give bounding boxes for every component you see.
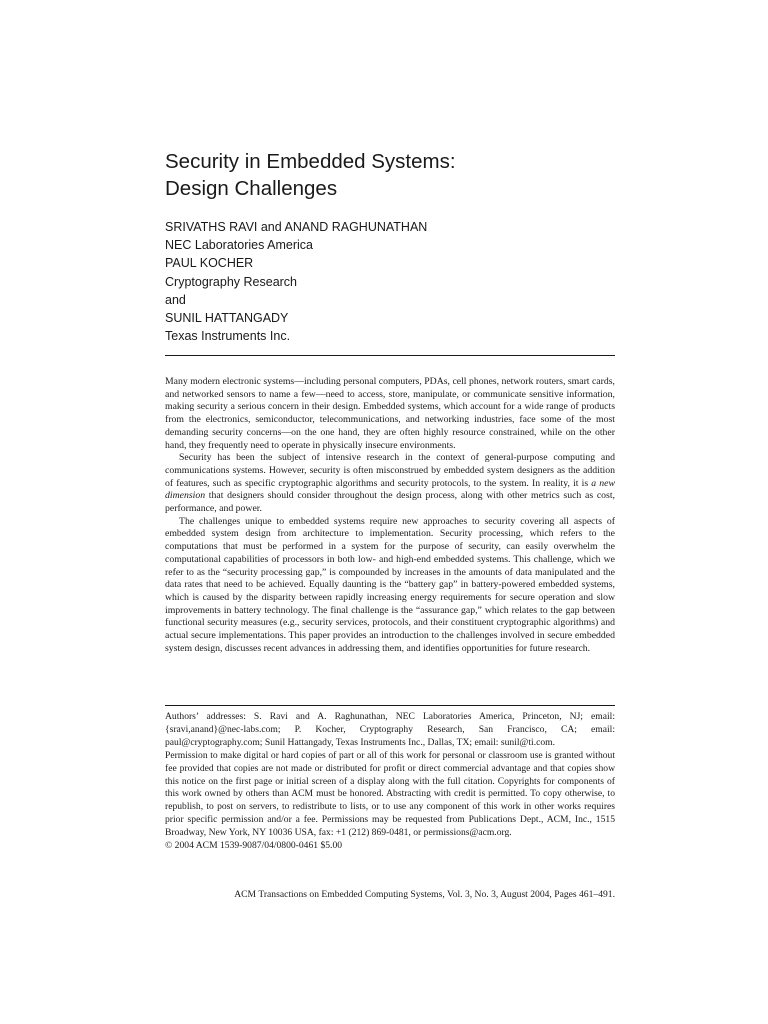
permission-notice: Permission to make digital or hard copies of part or all of this work for personal or classroom use is granted without fee provided that copies are not made or distributed for profit or direct commercial advantage and that copies show this notice on the first page or initial screen of a display along with the full citation. Copyrights for components of this work owned by others than ACM must be honored. Abstracting with credit is permitted. To copy otherwise, to republish, to post on servers, to redistribute to lists, or to use any component of this work in other works requires prior specific permission and/or a fee. Permissions may be requested from Publications Dept., ACM, Inc., 1515 Broadway, New York, NY 10036 USA, fax: +1 (212) 869-0481, or permissions@acm.org. [165, 749, 615, 839]
abstract-paragraph-3: The challenges unique to embedded systems require new approaches to security covering all aspects of embedded system design from architecture to implementation. Security processing, which refers to the computations that must be performed in a system for the purpose of security, can easily overwhelm the computational capabilities of processors in both low- and high-end embedded systems. This challenge, which we refer to as the “security processing gap,” is compounded by increases in the amounts of data manipulated and the data rates that need to be achieved. Equally daunting is the “battery gap” in battery-powered embedded systems, which is caused by the disparity between rapidly increasing energy requirements for secure operation and slow improvements in battery technology. The final challenge is the “assurance gap,” which relates to the gap between functional security measures (e.g., security services, protocols, and their constituent cryptographic algorithms) and actual secure implementations. This paper provides an introduction to the challenges involved in secure embedded system design, discusses recent advances in addressing them, and identifies opportunities for future research. [165, 515, 615, 654]
abstract-emphasis: a new dimension [165, 477, 615, 502]
footnote-divider [165, 705, 615, 706]
author-conjunction: and [165, 292, 186, 307]
author-names-1: SRIVATHS RAVI and ANAND RAGHUNATHAN [165, 220, 428, 234]
paper-title-line-2: Design Challenges [165, 177, 338, 200]
header-divider [165, 355, 615, 356]
abstract-paragraph-1: Many modern electronic systems—including personal computers, PDAs, cell phones, network routers, smart cards, and networked sensors to name a few—need to access, store, manipulate, or communicate sensitive information, making security a serious concern in their design. Embedded systems, which account for a wide range of products from the electronics, semiconductor, telecommunications, and networking industries, face some of the most demanding security concerns—on the one hand, they are often highly resource constrained, while on the other hand, they frequently need to operate in physically insecure environments. [165, 376, 615, 451]
abstract-paragraph-2-text-a: Security has been the subject of intensive research in the context of general-purpose computing and communications systems. However, security is often misconstrued by embedded system designers as the addition of features, such as specific cryptographic algorithms and security protocols, to the system. In reality, it is [165, 452, 615, 489]
abstract-paragraph-2-text-b: that designers should consider throughout the design process, along with other metrics such as cost, performance, and power. [165, 490, 615, 515]
paper-title-line-1: Security in Embedded Systems: [165, 150, 456, 173]
copyright-line: © 2004 ACM 1539-9087/04/0800-0461 $5.00 [165, 840, 343, 852]
author-affiliation-2: Cryptography Research [165, 274, 298, 289]
abstract [165, 376, 615, 655]
paper-title [165, 148, 625, 202]
author-affiliation-3: Texas Instruments Inc. [165, 329, 291, 344]
author-names-3: SUNIL HATTANGADY [165, 311, 289, 326]
journal-citation: ACM Transactions on Embedded Computing Systems, Vol. 3, No. 3, August 2004, Pages 461–491. [234, 889, 615, 900]
authors-addresses: Authors’ addresses: S. Ravi and A. Raghunathan, NEC Laboratories America, Princeton, NJ; email: {sravi,anand}@nec-labs.com; P. Kocher, Cryptography Research, San Francisco, CA; email: paul@cryptography.com; Sunil Hattangady, Texas Instruments Inc., Dallas, TX; email: sunil@ti.com. [165, 711, 615, 748]
author-block [165, 218, 615, 345]
author-affiliation-1: NEC Laboratories America [165, 238, 313, 253]
author-names-2: PAUL KOCHER [165, 256, 254, 271]
abstract-paragraph-2 [165, 452, 615, 516]
footnotes [165, 711, 615, 853]
